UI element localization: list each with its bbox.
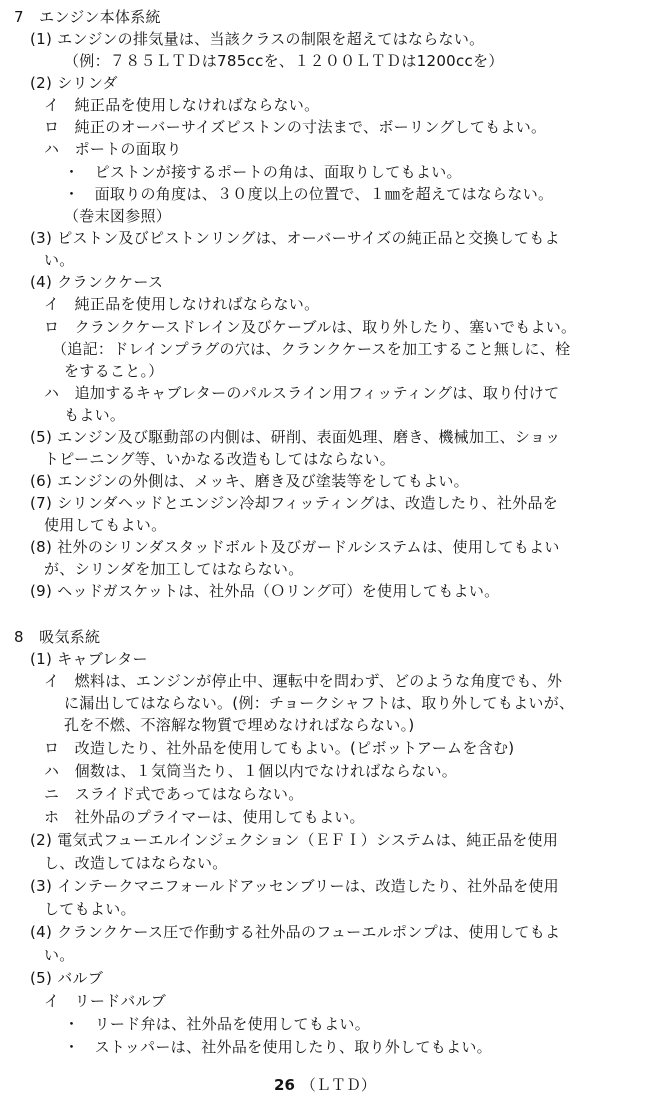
s8-line: イ 燃料は、エンジンが停止中、運転中を問わず、どのような角度でも、外 <box>44 672 563 690</box>
s7-line: ロ 純正のオーバーサイズピストンの寸法まで、ボーリングしてもよい。 <box>44 118 547 136</box>
s8-line: に漏出してはならない。(例：チョークシャフトは、取り外してもよいが、 <box>64 694 575 712</box>
s8-line: ・ リード弁は、社外品を使用してもよい。 <box>64 1015 371 1033</box>
section-8-heading: 8 吸気系統 <box>14 628 101 646</box>
s8-line: (3) インテークマニフォールドアッセンブリーは、改造したり、社外品を使用 <box>30 877 559 895</box>
page-label: （ＬＴＤ） <box>300 1076 376 1094</box>
s7-line: (6) エンジンの外側は、メッキ、磨き及び塗装等をしてもよい。 <box>30 472 469 490</box>
s7-line: (8) 社外のシリンダスタッドボルト及びガードルシステムは、使用してもよい <box>30 538 560 556</box>
s7-line: イ 純正品を使用しなければならない。 <box>44 96 320 114</box>
s7-line: (7) シリンダヘッドとエンジン冷却フィッティングは、改造したり、社外品を <box>30 494 559 512</box>
page-footer <box>0 1076 650 1094</box>
s7-line: トピーニング等、いかなる改造もしてはならない。 <box>44 450 396 468</box>
s7-line: (4) クランクケース <box>30 273 164 291</box>
s8-line: ロ 改造したり、社外品を使用してもよい。(ピボットアームを含む) <box>44 739 515 757</box>
section-7-heading: 7 エンジン本体系統 <box>14 8 161 26</box>
s7-line: ハ ポートの面取り <box>44 140 182 158</box>
s8-line: し、改造してはならない。 <box>44 854 228 872</box>
s7-line: イ 純正品を使用しなければならない。 <box>44 295 320 313</box>
s7-line: （例：７８５ＬＴＤは785ccを、１２００ＬＴＤは1200ccを） <box>64 52 504 70</box>
s8-line: い。 <box>44 946 75 964</box>
s8-line: (4) クランクケース圧で作動する社外品のフューエルポンプは、使用してもよ <box>30 923 561 941</box>
s7-line: ・ ピストンが接するポートの角は、面取りしてもよい。 <box>64 163 462 181</box>
s8-line: ・ ストッパーは、社外品を使用したり、取り外してもよい。 <box>64 1038 492 1056</box>
s8-line: (1) キャブレター <box>30 650 148 668</box>
s7-line: が、シリンダを加工してはならない。 <box>44 560 304 578</box>
s7-line: もよい。 <box>64 406 126 424</box>
s7-line: (1) エンジンの排気量は、当該クラスの制限を超えてはならない。 <box>30 30 485 48</box>
s7-line: をすること。） <box>64 362 164 380</box>
s7-line: 使用してもよい。 <box>44 516 167 534</box>
s7-line: ロ クランクケースドレイン及びケーブルは、取り外したり、塞いでもよい。 <box>44 318 577 336</box>
s7-line: （追記：ドレインプラグの穴は、クランクケースを加工すること無しに、栓 <box>52 340 571 358</box>
s7-line: (9) ヘッドガスケットは、社外品（Ｏリング可）を使用してもよい。 <box>30 582 500 600</box>
s8-line: (5) バルブ <box>30 969 104 987</box>
s8-line: ホ 社外品のプライマーは、使用してもよい。 <box>44 808 365 826</box>
s8-line: 孔を不燃、不溶解な物質で埋めなければならない。) <box>64 716 415 734</box>
s7-line: ハ 追加するキャブレターのパルスライン用フィッティングは、取り付けて <box>44 384 560 402</box>
s7-line: い。 <box>44 251 75 269</box>
s8-line: してもよい。 <box>44 900 136 918</box>
s7-line: (2) シリンダ <box>30 74 118 92</box>
s7-line: ・ 面取りの角度は、３０度以上の位置で、１㎜を超えてはならない。 <box>64 185 554 203</box>
s8-line: イ リードバルブ <box>44 992 167 1010</box>
s8-line: ニ スライド式であってはならない。 <box>44 785 304 803</box>
s7-line: (3) ピストン及びピストンリングは、オーバーサイズの純正品と交換してもよ <box>30 229 560 247</box>
s8-line: ハ 個数は、１気筒当たり、１個以内でなければならない。 <box>44 762 458 780</box>
s7-line: (5) エンジン及び駆動部の内側は、研削、表面処理、磨き、機械加工、ショッ <box>30 428 561 446</box>
s7-line: （巻末図参照） <box>64 207 172 225</box>
page-number: 26 <box>274 1076 295 1094</box>
s8-line: (2) 電気式フューエルインジェクション（ＥＦＩ）システムは、純正品を使用 <box>30 831 559 849</box>
